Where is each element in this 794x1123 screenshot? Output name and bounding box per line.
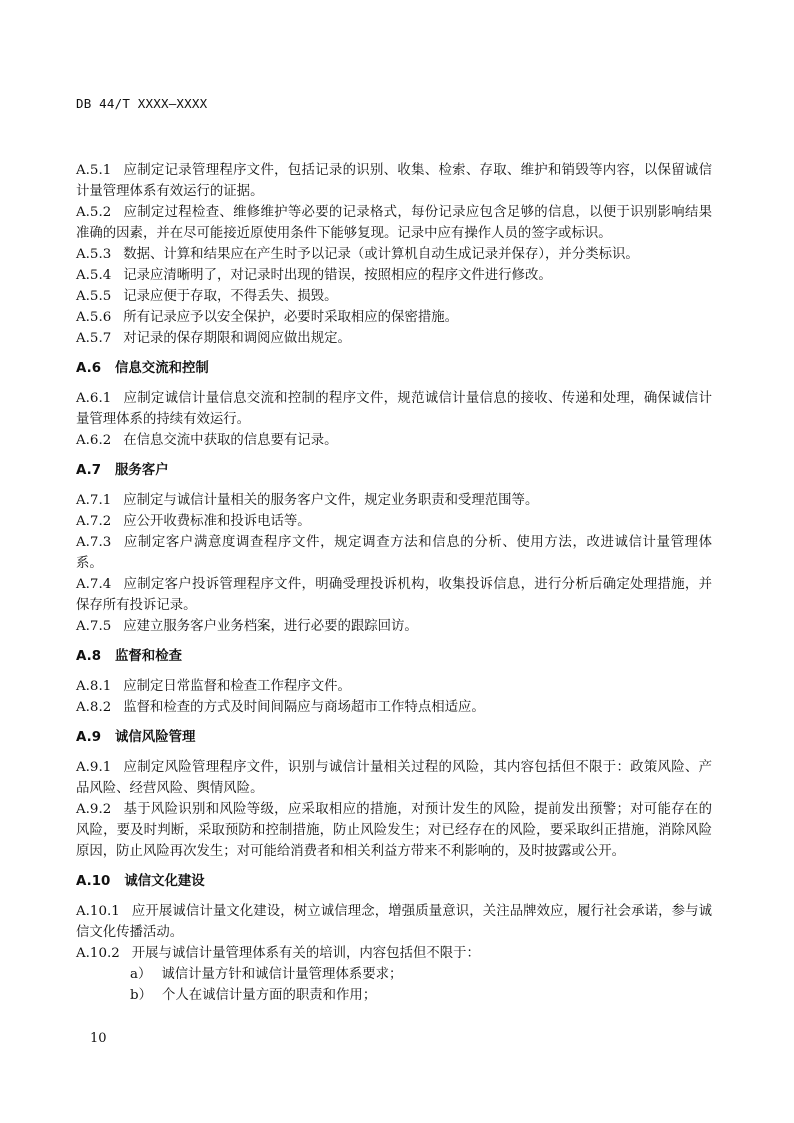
- clause-text: 在信息交流中获取的信息要有记录。: [123, 433, 338, 448]
- section-heading-a-10: [76, 871, 712, 892]
- clause-number: A.5.4: [76, 268, 112, 283]
- clause-text: 数据、计算和结果应在产生时予以记录（或计算机自动生成记录并保存），并分类标识。: [123, 247, 639, 262]
- clause-text: 应制定诚信计量信息交流和控制的程序文件，规范诚信计量信息的接收、传递和处理，确保诚信计量管理体系的持续有效运行。: [76, 391, 712, 427]
- clause-number: A.5.5: [76, 289, 112, 304]
- clause-a-10-2: [76, 943, 712, 964]
- clause-number: A.7.4: [76, 577, 112, 592]
- clause-number: A.5.3: [76, 247, 112, 262]
- clause-number: A.7.3: [76, 535, 112, 550]
- clause-a-7-1: [76, 490, 712, 511]
- clause-text: 应制定日常监督和检查工作程序文件。: [123, 679, 351, 694]
- clause-a-5-4: [76, 265, 712, 286]
- list-marker: a）: [130, 967, 152, 982]
- clause-a-7-4: [76, 574, 712, 616]
- clause-number: A.7.5: [76, 619, 112, 634]
- section-title: 服务客户: [115, 463, 169, 478]
- clause-number: A.10.2: [76, 946, 120, 961]
- section-number: A.10: [76, 874, 111, 889]
- clause-text: 应制定客户投诉管理程序文件，明确受理投诉机构，收集投诉信息，进行分析后确定处理措施，并保存所有投诉记录。: [76, 577, 712, 613]
- document-code: DB 44/T XXXX—XXXX: [76, 96, 208, 111]
- clause-number: A.10.1: [76, 904, 120, 919]
- clause-number: A.5.1: [76, 163, 112, 178]
- clause-text: 应制定客户满意度调查程序文件，规定调查方法和信息的分析、使用方法，改进诚信计量管理体系。: [76, 535, 712, 571]
- clause-a-5-6: [76, 307, 712, 328]
- section-title: 诚信文化建设: [124, 874, 205, 889]
- clause-number: A.5.7: [76, 331, 112, 346]
- clause-a-8-2: [76, 697, 712, 718]
- clause-number: A.7.1: [76, 493, 112, 508]
- clause-text: 应建立服务客户业务档案，进行必要的跟踪回访。: [123, 619, 418, 634]
- section-number: A.7: [76, 463, 102, 478]
- section-heading-a-8: [76, 646, 712, 667]
- section-heading-a-6: [76, 358, 712, 379]
- clause-a-5-5: [76, 286, 712, 307]
- clause-a-8-1: [76, 676, 712, 697]
- clause-a-5-2: [76, 202, 712, 244]
- clause-a-6-2: [76, 430, 712, 451]
- section-heading-a-9: [76, 727, 712, 748]
- clause-a-10-1: [76, 901, 712, 943]
- section-title: 诚信风险管理: [115, 730, 196, 745]
- clause-text: 基于风险识别和风险等级，应采取相应的措施，对预计发生的风险，提前发出预警；对可能存在的风险，要及时判断，采取预防和控制措施，防止风险发生；对已经存在的风险，要采取纠正措施，消除风险原因，防止风险再次发生；对可能给消费者和相关利益方带来不利影响的，及时披露或公开。: [76, 802, 712, 859]
- clause-a-6-1: [76, 388, 712, 430]
- clause-number: A.9.2: [76, 802, 112, 817]
- page-number: 10: [90, 1031, 107, 1046]
- clause-text: 记录应便于存取，不得丢失、损毁。: [123, 289, 338, 304]
- clause-a-5-7: [76, 328, 712, 349]
- clause-a-5-1: [76, 160, 712, 202]
- clause-a-7-3: [76, 532, 712, 574]
- section-title: 信息交流和控制: [115, 361, 209, 376]
- list-item-text: 诚信计量方针和诚信计量管理体系要求；: [161, 967, 403, 982]
- clause-text: 应制定风险管理程序文件，识别与诚信计量相关过程的风险，其内容包括但不限于：政策风险、产品风险、经营风险、舆情风险。: [76, 760, 712, 796]
- clause-number: A.6.2: [76, 433, 112, 448]
- clause-number: A.8.1: [76, 679, 112, 694]
- clause-text: 应制定与诚信计量相关的服务客户文件，规定业务职责和受理范围等。: [123, 493, 539, 508]
- clause-number: A.6.1: [76, 391, 112, 406]
- list-item-text: 个人在诚信计量方面的职责和作用；: [161, 988, 377, 1003]
- clause-text: 应制定过程检查、维修维护等必要的记录格式，每份记录应包含足够的信息，以便于识别影响结果准确的因素，并在尽可能接近原使用条件下能够复现。记录中应有操作人员的签字或标识。: [76, 205, 712, 241]
- section-heading-a-7: [76, 460, 712, 481]
- clause-a-5-3: [76, 244, 712, 265]
- clause-text: 对记录的保存期限和调阅应做出规定。: [123, 331, 351, 346]
- clause-text: 开展与诚信计量管理体系有关的培训，内容包括但不限于：: [131, 946, 480, 961]
- clause-a-9-1: [76, 757, 712, 799]
- clause-number: A.5.2: [76, 205, 112, 220]
- list-item: [76, 964, 712, 985]
- clause-number: A.8.2: [76, 700, 112, 715]
- section-number: A.6: [76, 361, 102, 376]
- section-number: A.8: [76, 649, 102, 664]
- clause-text: 应公开收费标准和投诉电话等。: [123, 514, 311, 529]
- clause-text: 记录应清晰明了，对记录时出现的错误，按照相应的程序文件进行修改。: [123, 268, 552, 283]
- clause-number: A.5.6: [76, 310, 112, 325]
- list-item: [76, 985, 712, 1006]
- clause-a-7-2: [76, 511, 712, 532]
- clause-a-9-2: [76, 799, 712, 862]
- clause-text: 应开展诚信计量文化建设，树立诚信理念，增强质量意识，关注品牌效应，履行社会承诺，参与诚信文化传播活动。: [76, 904, 712, 940]
- document-body: [76, 160, 712, 1006]
- section-number: A.9: [76, 730, 102, 745]
- clause-a-7-5: [76, 616, 712, 637]
- section-title: 监督和检查: [115, 649, 182, 664]
- clause-number: A.9.1: [76, 760, 112, 775]
- clause-text: 应制定记录管理程序文件，包括记录的识别、收集、检索、存取、维护和销毁等内容，以保留诚信计量管理体系有效运行的证据。: [76, 163, 712, 199]
- list-marker: b）: [130, 988, 152, 1003]
- clause-text: 所有记录应予以安全保护，必要时采取相应的保密措施。: [123, 310, 458, 325]
- clause-text: 监督和检查的方式及时间间隔应与商场超市工作特点相适应。: [123, 700, 485, 715]
- clause-number: A.7.2: [76, 514, 112, 529]
